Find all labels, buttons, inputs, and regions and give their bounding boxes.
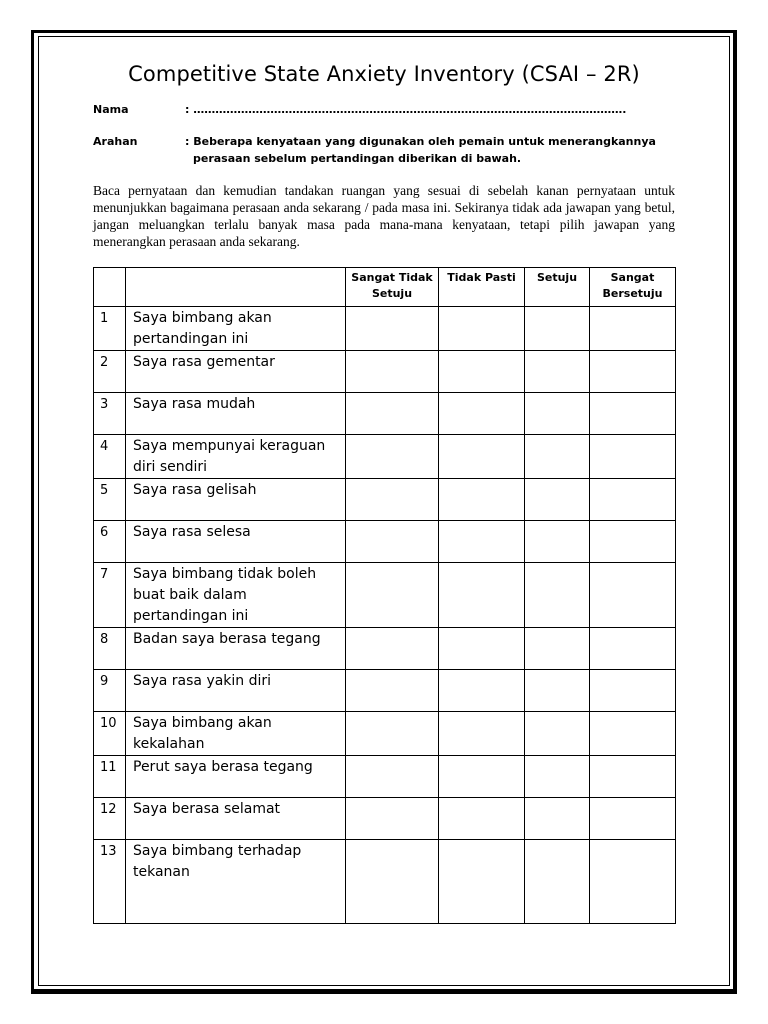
answer-cell-setuju[interactable]: [525, 479, 590, 521]
table-row: [94, 628, 676, 670]
answer-cell-setuju[interactable]: [525, 435, 590, 479]
answer-cell-tidak-pasti[interactable]: [439, 563, 525, 628]
table-row: [94, 351, 676, 393]
header-statement-cell: [126, 268, 346, 307]
answer-cell-tidak-pasti[interactable]: [439, 840, 525, 924]
row-statement: Saya mempunyai keraguan diri sendiri: [126, 435, 346, 479]
answer-cell-sangat-tidak-setuju[interactable]: [346, 628, 439, 670]
inventory-table: [93, 267, 676, 924]
table-header-row: [94, 268, 676, 307]
row-statement: Saya bimbang terhadap tekanan: [126, 840, 346, 924]
row-number: 3: [94, 393, 126, 435]
row-statement: Saya rasa mudah: [126, 393, 346, 435]
row-number: 5: [94, 479, 126, 521]
table-row: [94, 435, 676, 479]
answer-cell-setuju[interactable]: [525, 563, 590, 628]
answer-cell-tidak-pasti[interactable]: [439, 670, 525, 712]
row-statement: Saya rasa selesa: [126, 521, 346, 563]
answer-cell-sangat-bersetuju[interactable]: [590, 798, 676, 840]
answer-cell-sangat-tidak-setuju[interactable]: [346, 670, 439, 712]
table-row: [94, 756, 676, 798]
answer-cell-sangat-bersetuju[interactable]: [590, 712, 676, 756]
row-number: 8: [94, 628, 126, 670]
arahan-label: Arahan: [93, 135, 138, 148]
table-row: [94, 712, 676, 756]
answer-cell-setuju[interactable]: [525, 351, 590, 393]
answer-cell-sangat-bersetuju[interactable]: [590, 393, 676, 435]
table-row: [94, 670, 676, 712]
answer-cell-sangat-bersetuju[interactable]: [590, 479, 676, 521]
answer-cell-setuju[interactable]: [525, 712, 590, 756]
answer-cell-setuju[interactable]: [525, 840, 590, 924]
answer-cell-sangat-bersetuju[interactable]: [590, 435, 676, 479]
col-sangat-bersetuju: Sangat Bersetuju: [590, 268, 676, 307]
table-row: [94, 840, 676, 924]
nama-field: : ……………………………………………………………………………………………………….: [185, 103, 627, 116]
answer-cell-tidak-pasti[interactable]: [439, 479, 525, 521]
row-number: 12: [94, 798, 126, 840]
answer-cell-tidak-pasti[interactable]: [439, 393, 525, 435]
table-row: [94, 307, 676, 351]
row-number: 9: [94, 670, 126, 712]
answer-cell-sangat-bersetuju[interactable]: [590, 628, 676, 670]
table-row: [94, 798, 676, 840]
row-number: 10: [94, 712, 126, 756]
row-number: 1: [94, 307, 126, 351]
arahan-line-1: : Beberapa kenyataan yang digunakan oleh pemain untuk menerangkannya: [185, 135, 656, 148]
answer-cell-setuju[interactable]: [525, 307, 590, 351]
table-row: [94, 563, 676, 628]
row-statement: Saya berasa selamat: [126, 798, 346, 840]
answer-cell-sangat-tidak-setuju[interactable]: [346, 435, 439, 479]
arahan-line-2: perasaan sebelum pertandingan diberikan di bawah.: [193, 152, 522, 165]
table-row: [94, 393, 676, 435]
row-number: 7: [94, 563, 126, 628]
answer-cell-setuju[interactable]: [525, 628, 590, 670]
answer-cell-tidak-pasti[interactable]: [439, 628, 525, 670]
table-row: [94, 521, 676, 563]
row-statement: Perut saya berasa tegang: [126, 756, 346, 798]
row-statement: Badan saya berasa tegang: [126, 628, 346, 670]
answer-cell-sangat-tidak-setuju[interactable]: [346, 563, 439, 628]
answer-cell-tidak-pasti[interactable]: [439, 307, 525, 351]
answer-cell-sangat-tidak-setuju[interactable]: [346, 351, 439, 393]
answer-cell-sangat-bersetuju[interactable]: [590, 670, 676, 712]
answer-cell-tidak-pasti[interactable]: [439, 435, 525, 479]
nama-label: Nama: [93, 103, 129, 116]
answer-cell-sangat-bersetuju[interactable]: [590, 756, 676, 798]
answer-cell-sangat-tidak-setuju[interactable]: [346, 712, 439, 756]
header-number-cell: [94, 268, 126, 307]
row-statement: Saya bimbang tidak boleh buat baik dalam pertandingan ini: [126, 563, 346, 628]
row-number: 2: [94, 351, 126, 393]
table-row: [94, 479, 676, 521]
answer-cell-sangat-tidak-setuju[interactable]: [346, 521, 439, 563]
answer-cell-sangat-bersetuju[interactable]: [590, 351, 676, 393]
answer-cell-sangat-bersetuju[interactable]: [590, 307, 676, 351]
row-statement: Saya rasa yakin diri: [126, 670, 346, 712]
answer-cell-tidak-pasti[interactable]: [439, 756, 525, 798]
answer-cell-setuju[interactable]: [525, 670, 590, 712]
answer-cell-tidak-pasti[interactable]: [439, 712, 525, 756]
answer-cell-setuju[interactable]: [525, 798, 590, 840]
row-statement: Saya bimbang akan pertandingan ini: [126, 307, 346, 351]
answer-cell-tidak-pasti[interactable]: [439, 798, 525, 840]
answer-cell-setuju[interactable]: [525, 756, 590, 798]
row-number: 4: [94, 435, 126, 479]
answer-cell-setuju[interactable]: [525, 393, 590, 435]
answer-cell-sangat-tidak-setuju[interactable]: [346, 756, 439, 798]
row-number: 13: [94, 840, 126, 924]
instructions-paragraph: Baca pernyataan dan kemudian tandakan ruangan yang sesuai di sebelah kanan pernyataan untuk menunjukkan bagaimana perasaan anda sekarang / pada masa ini. Sekiranya tidak ada jawapan yang betul, jangan meluangkan terlalu banyak masa pada mana-mana kenyataan, tetapi pilih jawapan yang menerangkan perasaan anda sekarang.: [93, 183, 675, 249]
row-statement: Saya rasa gementar: [126, 351, 346, 393]
row-statement: Saya rasa gelisah: [126, 479, 346, 521]
col-sangat-tidak-setuju: Sangat Tidak Setuju: [346, 268, 439, 307]
col-setuju: Setuju: [525, 268, 590, 307]
answer-cell-sangat-tidak-setuju[interactable]: [346, 307, 439, 351]
answer-cell-sangat-bersetuju[interactable]: [590, 840, 676, 924]
col-tidak-pasti: Tidak Pasti: [439, 268, 525, 307]
row-number: 11: [94, 756, 126, 798]
row-number: 6: [94, 521, 126, 563]
answer-cell-sangat-tidak-setuju[interactable]: [346, 479, 439, 521]
answer-cell-tidak-pasti[interactable]: [439, 521, 525, 563]
answer-cell-sangat-tidak-setuju[interactable]: [346, 840, 439, 924]
document-title: Competitive State Anxiety Inventory (CSAI – 2R): [128, 62, 640, 86]
answer-cell-sangat-tidak-setuju[interactable]: [346, 393, 439, 435]
row-statement: Saya bimbang akan kekalahan: [126, 712, 346, 756]
answer-cell-sangat-tidak-setuju[interactable]: [346, 798, 439, 840]
answer-cell-setuju[interactable]: [525, 521, 590, 563]
answer-cell-sangat-bersetuju[interactable]: [590, 563, 676, 628]
answer-cell-sangat-bersetuju[interactable]: [590, 521, 676, 563]
answer-cell-tidak-pasti[interactable]: [439, 351, 525, 393]
